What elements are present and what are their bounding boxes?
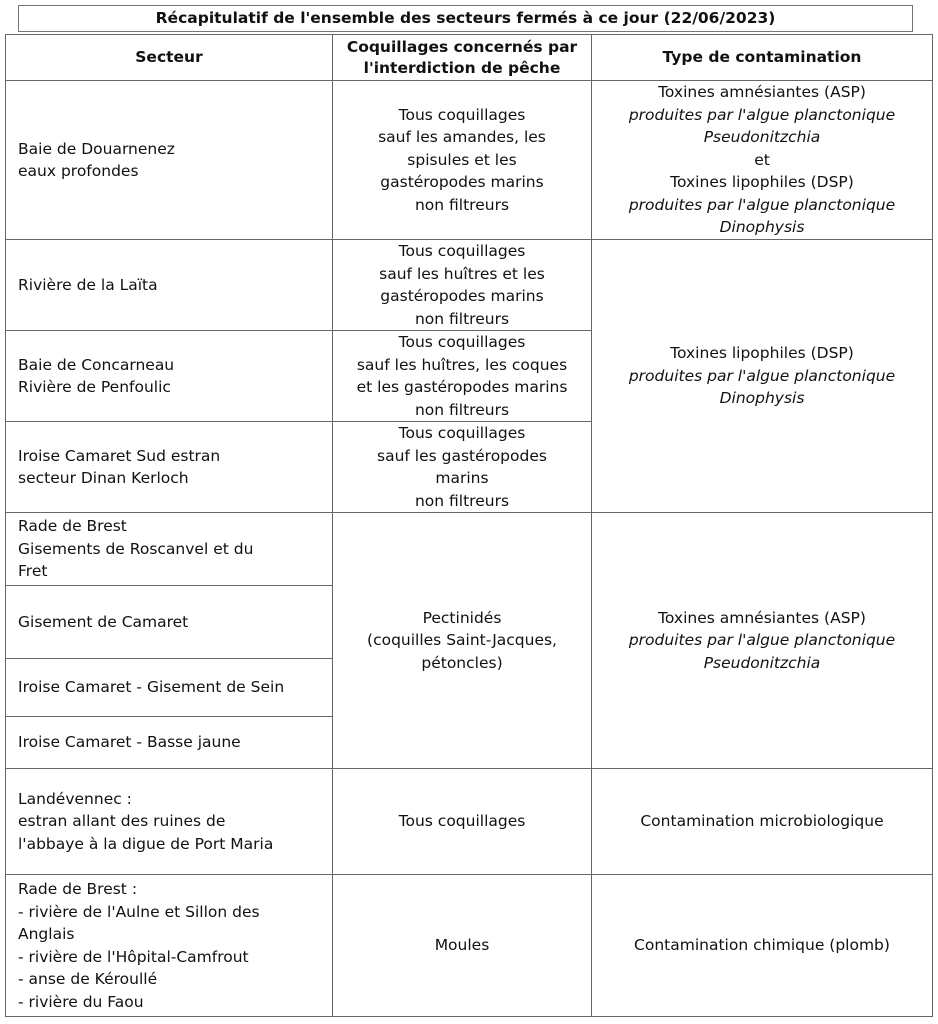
secteur-cell: [6, 659, 333, 717]
cell-text-line: non filtreurs: [414, 195, 510, 214]
cell-text-line: Tous coquillages: [398, 333, 526, 351]
table-row: [6, 240, 933, 331]
cell-text-line: spisules et les: [407, 150, 517, 169]
cell-text-line: Iroise Camaret - Gisement de Sein: [18, 678, 285, 697]
cell-text-line: pétoncles): [421, 653, 503, 672]
cell-text-line: non filtreurs: [414, 309, 510, 328]
cell-text-line: secteur Dinan Kerloch: [18, 469, 189, 487]
secteur-cell: [6, 422, 333, 513]
table-row: [6, 769, 933, 875]
cell-text-line: Moules: [434, 936, 490, 955]
cell-text-line: non filtreurs: [414, 491, 510, 510]
secteur-cell: [6, 769, 333, 875]
header-coquillages: Coquillages concernés par l'interdiction de pêche: [333, 35, 592, 81]
cell-text-line: Toxines lipophiles (DSP): [670, 344, 854, 363]
cell-text-line: Tous coquillages: [398, 242, 526, 260]
coquillages-cell: [333, 422, 592, 513]
cell-text-line: Tous coquillages: [398, 424, 526, 442]
secteur-cell: [6, 513, 333, 586]
table-row: [6, 875, 933, 1017]
table-row: [6, 81, 933, 240]
coquillages-cell: [333, 240, 592, 331]
cell-text-line: sauf les huîtres et les: [379, 264, 545, 283]
secteur-cell: [6, 875, 333, 1017]
cell-text-line: - anse de Kéroullé: [18, 970, 158, 988]
cell-text-line: Rivière de la Laïta: [18, 275, 158, 294]
cell-text-line: sauf les gastéropodes: [377, 446, 547, 465]
coquillages-cell: [333, 769, 592, 875]
closed-sectors-table: [5, 34, 933, 1017]
cell-text-line: Rade de Brest :: [18, 880, 138, 898]
cell-text-line: Iroise Camaret - Basse jaune: [18, 733, 241, 752]
cell-text-line: Toxines amnésiantes (ASP): [658, 608, 866, 627]
cell-text-line: Baie de Concarneau: [18, 355, 175, 374]
cell-italic-line: Dinophysis: [719, 218, 805, 237]
contamination-cell: [592, 769, 933, 875]
secteur-cell: [6, 586, 333, 659]
contamination-cell: [592, 875, 933, 1017]
cell-text-line: l'abbaye à la digue de Port Maria: [18, 834, 274, 853]
cell-text-line: Pectinidés: [422, 608, 502, 627]
cell-text-line: marins: [435, 469, 489, 487]
cell-italic-line: Pseudonitzchia: [703, 128, 821, 147]
cell-text-line: Tous coquillages: [398, 105, 526, 124]
cell-text-line: Toxines amnésiantes (ASP): [658, 83, 866, 102]
secteur-cell: [6, 717, 333, 769]
cell-text-line: Tous coquillages: [398, 812, 526, 831]
cell-text-line: Contamination chimique (plomb): [634, 936, 890, 955]
header-contamination: Type de contamination: [592, 35, 933, 81]
cell-text-line: - rivière de l'Hôpital-Camfrout: [18, 947, 249, 966]
cell-text-line: Landévennec :: [18, 789, 132, 808]
contamination-cell: [592, 513, 933, 769]
cell-text-line: Toxines lipophiles (DSP): [670, 173, 854, 192]
contamination-cell: [592, 240, 933, 513]
secteur-cell: [6, 240, 333, 331]
secteur-cell: [6, 331, 333, 422]
cell-text-line: Anglais: [18, 925, 75, 943]
coquillages-cell: [333, 875, 592, 1017]
cell-text-line: Fret: [18, 562, 48, 581]
cell-text-line: et: [754, 150, 770, 169]
cell-text-line: Baie de Douarnenez: [18, 139, 175, 158]
cell-text-line: Gisement de Camaret: [18, 612, 189, 631]
cell-italic-line: Dinophysis: [719, 389, 805, 408]
cell-text-line: Iroise Camaret Sud estran: [18, 446, 221, 465]
cell-text-line: - rivière de l'Aulne et Sillon des: [18, 902, 260, 921]
header-secteur: Secteur: [6, 35, 333, 81]
cell-text-line: Contamination microbiologique: [640, 812, 884, 831]
cell-italic-line: produites par l'algue planctonique: [628, 195, 896, 214]
cell-text-line: Gisements de Roscanvel et du: [18, 539, 254, 558]
cell-text-line: (coquilles Saint-Jacques,: [367, 631, 557, 650]
contamination-cell: [592, 81, 933, 240]
cell-italic-line: produites par l'algue planctonique: [628, 105, 896, 124]
table-row: [6, 513, 933, 586]
cell-text-line: sauf les huîtres, les coques: [356, 355, 568, 374]
coquillages-cell: [333, 513, 592, 769]
cell-italic-line: produites par l'algue planctonique: [628, 366, 896, 385]
cell-text-line: Rivière de Penfoulic: [18, 378, 171, 396]
cell-text-line: non filtreurs: [414, 400, 510, 419]
cell-text-line: gastéropodes marins: [380, 287, 544, 305]
cell-text-line: estran allant des ruines de: [18, 812, 226, 831]
cell-text-line: Rade de Brest: [18, 517, 127, 536]
cell-italic-line: Pseudonitzchia: [703, 653, 821, 672]
coquillages-cell: [333, 81, 592, 240]
secteur-cell: [6, 81, 333, 240]
cell-text-line: - rivière du Faou: [18, 992, 144, 1011]
cell-text-line: et les gastéropodes marins: [356, 378, 568, 396]
table-title: Récapitulatif de l'ensemble des secteurs fermés à ce jour (22/06/2023): [18, 5, 913, 32]
cell-text-line: sauf les amandes, les: [378, 128, 546, 147]
header-row: [6, 35, 933, 81]
cell-text-line: eaux profondes: [18, 162, 139, 180]
cell-italic-line: produites par l'algue planctonique: [628, 631, 896, 650]
cell-text-line: gastéropodes marins: [380, 173, 544, 192]
coquillages-cell: [333, 331, 592, 422]
